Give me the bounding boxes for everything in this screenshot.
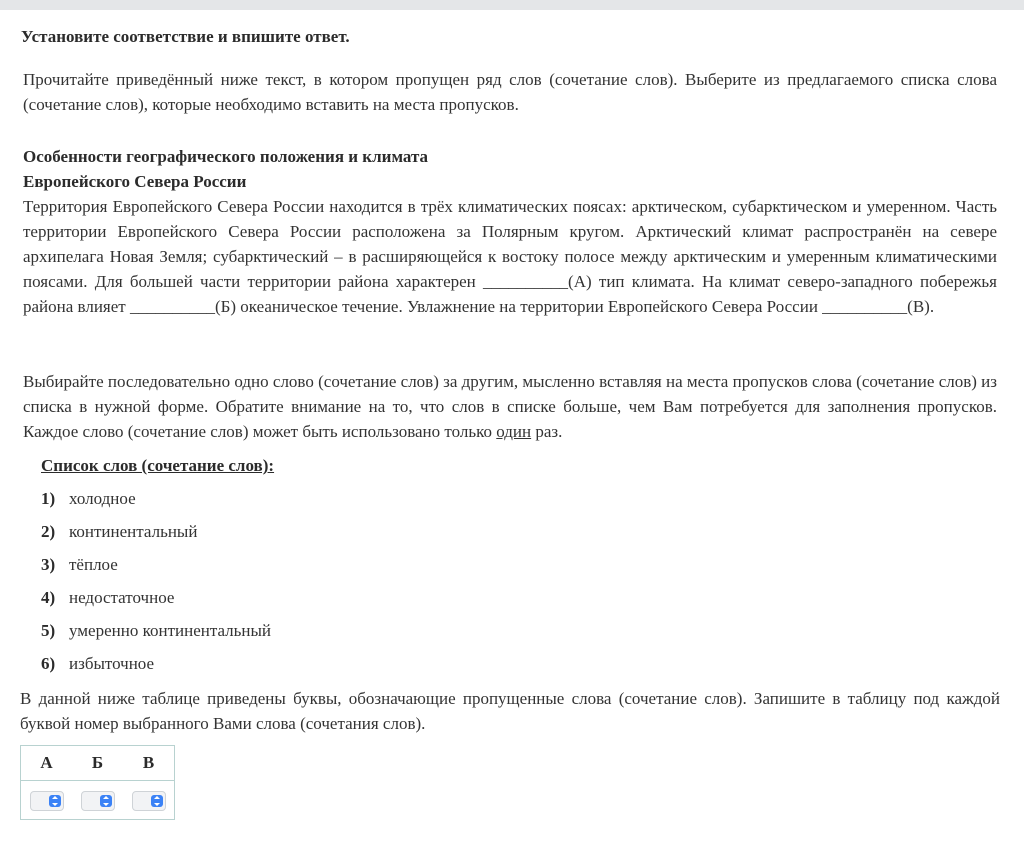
select-arrows-icon <box>151 795 163 807</box>
answer-cell-v <box>123 781 175 820</box>
intro-paragraph: Прочитайте приведённый ниже текст, в котором пропущен ряд слов (сочетание слов). Выберите из предлагаемого списка слова (сочетание слов), которые необходимо вставить на места пропусков. <box>23 70 997 114</box>
list-item <box>41 620 271 653</box>
answer-select-v[interactable] <box>132 791 166 811</box>
task-title: Установите соответствие и впишите ответ. <box>21 27 350 46</box>
list-item-number: 4) <box>41 588 56 607</box>
list-item-number: 1) <box>41 489 56 508</box>
column-header-a: А <box>21 746 73 781</box>
top-bar <box>0 0 1024 10</box>
text-heading-line-2: Европейского Севера России <box>23 172 247 191</box>
instructions-paragraph <box>23 369 997 444</box>
list-item-number: 6) <box>41 654 56 673</box>
list-item-word: холодное <box>69 489 136 508</box>
list-item-number: 5) <box>41 621 56 640</box>
word-list-heading: Список слов (сочетание слов): <box>41 456 275 475</box>
text-heading-line-1: Особенности географического положения и климата <box>23 147 429 166</box>
list-item-number: 3) <box>41 555 56 574</box>
list-item-word: недостаточное <box>69 588 175 607</box>
instructions-text: Выбирайте последовательно одно слово (сочетание слов) за другим, мысленно вставляя на места пропусков слова (сочетание слов) из списка в нужной форме. Обратите внимание на то, что слов в списке больше, чем Вам потребуется для заполнения пропусков. Каждое слово (сочетание слов) может быть использовано только <box>23 372 997 441</box>
select-arrows-icon <box>49 795 61 807</box>
list-item-word: избыточное <box>69 654 155 673</box>
list-item-word: тёплое <box>69 555 118 574</box>
list-item <box>41 554 271 587</box>
list-item <box>41 521 271 554</box>
column-header-v: В <box>123 746 175 781</box>
table-instructions: В данной ниже таблице приведены буквы, обозначающие пропущенные слова (сочетание слов). Запишите в таблицу под каждой буквой номер выбранного Вами слова (сочетания слов). <box>20 689 1000 733</box>
select-arrows-icon <box>100 795 112 807</box>
answer-cell-b <box>72 781 123 820</box>
answer-select-a[interactable] <box>30 791 64 811</box>
list-item <box>41 587 271 620</box>
answer-table <box>20 745 175 820</box>
list-item <box>41 488 271 521</box>
list-item-word: континентальный <box>69 522 198 541</box>
list-item-number: 2) <box>41 522 56 541</box>
column-header-b: Б <box>72 746 123 781</box>
answer-select-b[interactable] <box>81 791 115 811</box>
list-item <box>41 653 271 686</box>
answer-cell-a <box>21 781 73 820</box>
instructions-text-end: раз. <box>531 422 563 441</box>
text-body: Территория Европейского Севера России находится в трёх климатических поясах: арктическом, субарктическом и умеренном. Часть территории Европейского Севера России расположена за Полярным кругом. Арктический климат распространён на севере архипелага Новая Земля; субарктический – в расширяющейся к востоку полосе между арктическим и умеренным климатическими поясами. Для большей части территории района характерен __________(А) тип климата. На климат северо-западного побережья района влияет __________(Б) океаническое течение. Увлажнение на территории Европейского Севера России __________(В). <box>23 197 997 316</box>
word-list <box>41 488 271 686</box>
instructions-emphasis: один <box>496 422 532 441</box>
list-item-word: умеренно континентальный <box>69 621 272 640</box>
